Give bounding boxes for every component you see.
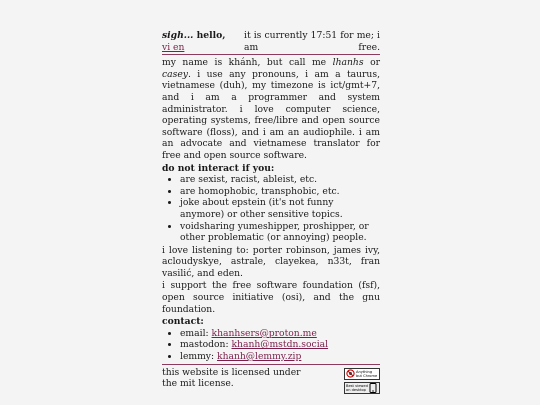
greeting [162,30,232,53]
email-link[interactable]: khanhsers@proton.me [211,327,317,339]
header [162,30,380,53]
list-item: • are homophobic, transphobic, etc. [180,186,380,198]
divider [162,54,380,55]
list-item: • voidsharing yumeshipper, proshipper, or other problematic (or annoying) people. [180,221,380,244]
contact-email: • email: khanhsers@proton.me [180,328,380,340]
donot-list [162,174,380,244]
mastodon-link[interactable]: khanh@mstdn.social [231,339,329,351]
no-chrome-icon [346,369,355,378]
language-switch-link[interactable]: vi en [162,41,185,53]
footer [162,367,380,394]
contact-mastodon: • mastodon: khanh@mstdn.social [180,339,380,351]
listening-paragraph: i love listening to: porter robinson, james ivy, acloudyskye, astrale, clayekea, n33t, fran vasilić, and eden. [162,244,380,279]
support-paragraph: i support the free software foundation (fsf), open source initiative (osi), and the gnu foundation. [162,280,380,315]
anything-but-chrome-badge[interactable]: Anything but Chrome [344,368,380,380]
homepage [162,30,380,394]
license-text: this website is licensed under the mit license. [162,366,301,390]
hello-text: hello, [196,30,226,41]
best-viewed-desktop-badge[interactable]: Best viewed on desktop [344,382,380,394]
sigh-text: sigh... [162,30,194,41]
intro-paragraph: my name is khánh, but call me lhanhs or casey. i use any pronouns, i am a taurus, vietnamese (duh), my timezone is ict/gmt+7, and i am a programmer and system administrator. i love computer science, operating systems, free/libre and open source software (floss), and i am an audiophile. i am an advocate and vietnamese translator for free and open source software. [162,57,380,161]
contact-list [162,328,380,363]
nickname: lhanhs [332,57,364,69]
list-item: • are sexist, racist, ableist, etc. [180,174,380,186]
footer-divider [162,364,380,365]
badges [344,368,380,394]
list-item: • joke about epstein (it's not funny anymore) or other sensitive topics. [180,197,380,220]
contact-lemmy: • lemmy: khanh@lemmy.zip [180,351,380,363]
phone-icon [369,383,377,393]
donot-heading: do not interact if you: [162,162,275,174]
clock-status: it is currently 17:51 for me; i am free. [244,30,380,53]
nickname: casey [162,68,188,80]
lemmy-link[interactable]: khanh@lemmy.zip [217,351,302,363]
contact-heading: contact: [162,316,204,328]
